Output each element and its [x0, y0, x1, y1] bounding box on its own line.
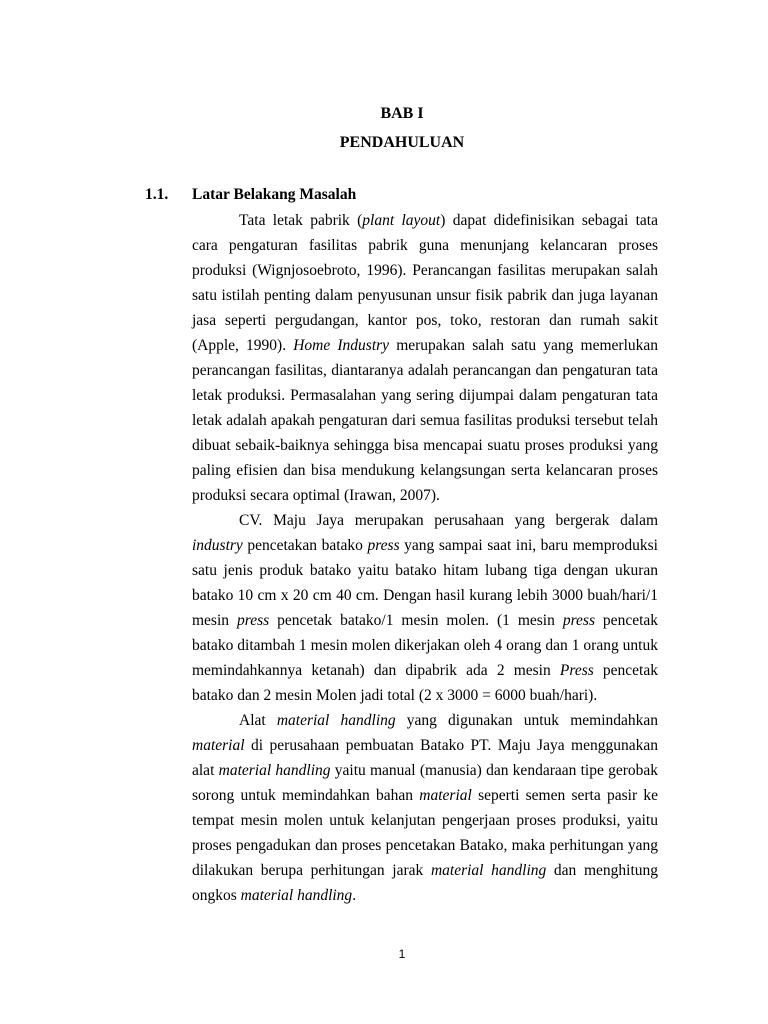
text-run: pencetak batako dan 2 mesin Molen jadi total (2 x 3000 = 6000 buah/hari). — [192, 662, 658, 704]
italic-term: plant layout — [362, 212, 441, 229]
section-title: Latar Belakang Masalah — [192, 186, 357, 203]
chapter-number: BAB I — [380, 105, 424, 122]
italic-term: material handling — [276, 712, 396, 729]
italic-term: Home Industry — [293, 337, 390, 354]
italic-term: material handling — [218, 762, 331, 779]
paragraph-1 — [192, 208, 658, 508]
text-run: . — [352, 887, 357, 904]
text-run: di perusahaan pembuatan Batako PT. Maju Jaya menggunakan alat — [192, 737, 658, 779]
text-run: merupakan salah satu yang memerlukan perancangan fasilitas, diantaranya adalah perancangan dan pengaturan tata letak produksi. Permasalahan yang sering dijumpai dalam pengaturan tata letak adalah apakah pengaturan dari semua fasilitas produksi tersebut telah dibuat sebaik-baiknya sehingga bisa mencapai suatu proses produksi yang paling efisien dan bisa mendukung kelangsungan serta kelancaran proses produksi secara optimal (Irawan, 2007). — [192, 337, 659, 504]
text-run: ) dapat didefinisikan sebagai tata cara pengaturan fasilitas pabrik guna menunjang kelancaran proses produksi (Wignjosoebroto, 1996). Perancangan fasilitas merupakan salah satu istilah penting dalam penyusunan unsur fisik pabrik dan juga layanan jasa seperti pergudangan, kantor pos, toko, restoran dan rumah sakit (Apple, 1990). — [192, 212, 658, 354]
text-run: pencetak batako/1 mesin molen. (1 mesin — [269, 612, 563, 629]
text-run: yang sampai saat ini, baru memproduksi satu jenis produk batako yaitu batako hitam lubang tiga dengan ukuran batako 10 cm x 20 cm 40 cm. Dengan hasil kurang lebih 3000 buah/hari/1 mesin — [192, 537, 658, 629]
italic-term: press — [236, 612, 270, 629]
italic-term: Press — [559, 662, 594, 679]
italic-term: material handling — [240, 887, 353, 904]
italic-term: industry — [192, 537, 243, 554]
text-run: Alat — [239, 712, 277, 729]
italic-term: material handling — [430, 862, 547, 879]
italic-term: press — [367, 537, 400, 554]
text-run: pencetakan batako — [242, 537, 368, 554]
italic-term: press — [562, 612, 595, 629]
text-run: CV. Maju Jaya merupakan perusahaan yang bergerak dalam — [239, 512, 658, 529]
italic-term: material — [192, 737, 245, 754]
page-number: 1 — [398, 947, 406, 961]
text-run: yaitu manual (manusia) dan kendaraan tipe gerobak sorong untuk memindahkan bahan — [192, 762, 659, 804]
text-run: pencetak batako ditambah 1 mesin molen dikerjakan oleh 4 orang dan 1 orang untuk memindahkannya ketanah) dan dipabrik ada 2 mesin — [192, 612, 659, 679]
chapter-title: PENDAHULUAN — [339, 134, 465, 151]
section-number: 1.1. — [145, 186, 169, 203]
body-text — [192, 208, 658, 908]
italic-term: material — [419, 787, 472, 804]
text-run: Tata letak pabrik ( — [239, 212, 363, 229]
paragraph-3 — [192, 708, 658, 908]
text-run: seperti semen serta pasir ke tempat mesin molen untuk kelanjutan pengerjaan proses produksi, yaitu proses pengadukan dan proses pencetakan Batako, maka perhitungan yang dilakukan berupa perhitungan jarak — [192, 787, 658, 879]
text-run: yang digunakan untuk memindahkan — [395, 712, 659, 729]
paragraph-2 — [192, 508, 658, 708]
text-run: dan menghitung ongkos — [192, 862, 658, 904]
